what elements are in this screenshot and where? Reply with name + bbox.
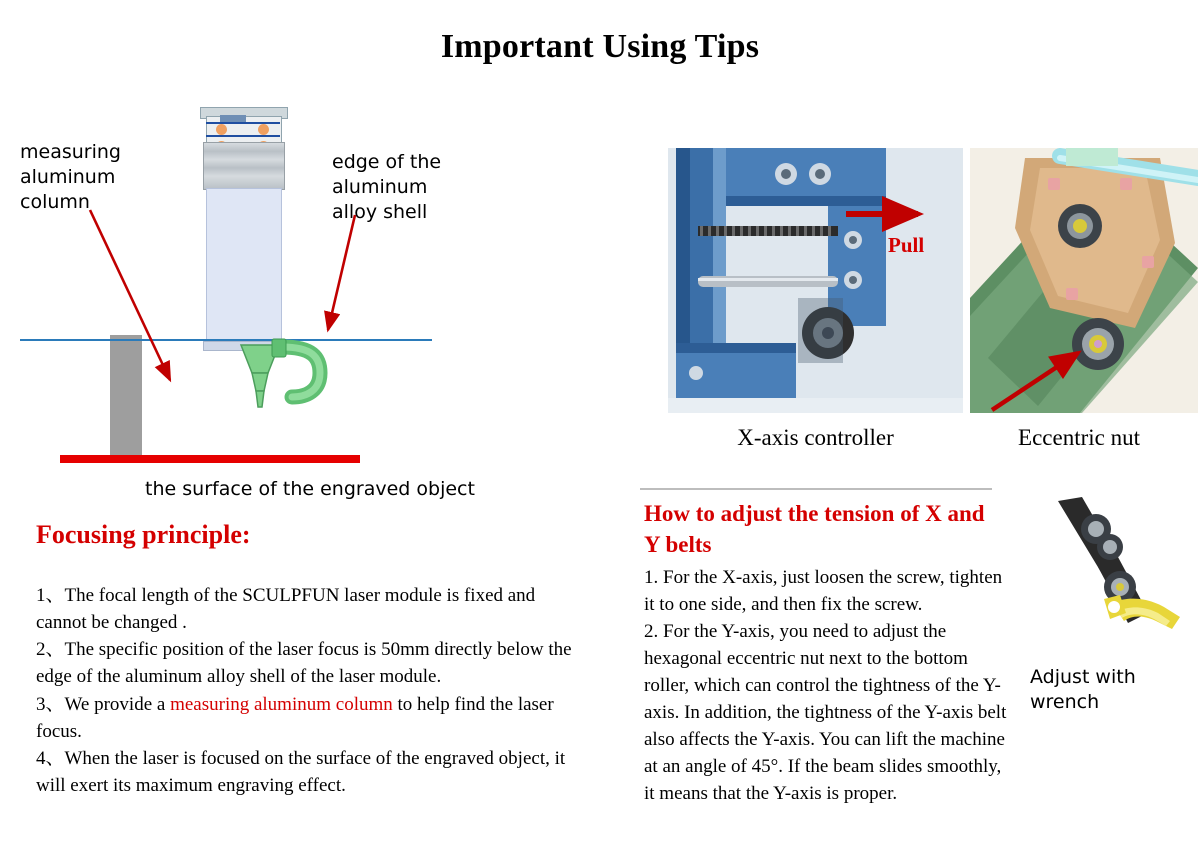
focusing-principle-body bbox=[36, 582, 581, 799]
tension-paragraph-1: 1. For the X-axis, just loosen the screw, tighten it to one side, and then fix the screw. bbox=[644, 567, 1003, 615]
eccentric-nut-label: Eccentric nut bbox=[1018, 425, 1140, 450]
eccentric-nut-photo-art bbox=[970, 148, 1198, 413]
callout-shell-edge: edge of the aluminum alloy shell bbox=[332, 151, 442, 224]
x-axis-photo-art bbox=[668, 148, 963, 413]
tension-heading: How to adjust the tension of X and Y belts bbox=[644, 501, 985, 558]
x-axis-controller-label: X-axis controller bbox=[737, 425, 894, 450]
photo-eccentric-nut bbox=[970, 148, 1198, 413]
wrench-photo-art bbox=[1040, 495, 1190, 665]
tension-paragraph-2: 2. For the Y-axis, you need to adjust the hexagonal eccentric nut next to the bottom roller, which can control the tightness of the Y-axis. In addition, the tightness of the Y-axis belt also affects the Y-axis. You can lift the machine at an angle of 45°. If the beam slides smoothly, it means that the Y-axis is proper. bbox=[644, 620, 1007, 804]
photo-wrench-adjust bbox=[1040, 495, 1190, 665]
section-divider bbox=[640, 488, 992, 490]
callout-measuring-column: measuring aluminum column bbox=[20, 141, 121, 214]
focusing-item-1: 1、The focal length of the SCULPFUN laser module is fixed and cannot be changed . bbox=[36, 585, 536, 634]
focusing-diagram bbox=[20, 95, 600, 495]
focusing-item-3 bbox=[36, 691, 581, 745]
focusing-item-3-highlight: measuring aluminum column bbox=[170, 693, 393, 715]
wrench-caption: Adjust with wrench bbox=[1030, 666, 1136, 713]
focusing-item-4: 4、When the laser is focused on the surface of the engraved object, it will exert its maximum engraving effect. bbox=[36, 747, 566, 797]
focusing-item-2: 2、The specific position of the laser focus is 50mm directly below the edge of the aluminum alloy shell of the laser module. bbox=[36, 639, 572, 688]
page-title: Important Using Tips bbox=[440, 28, 760, 65]
diagram-caption: the surface of the engraved object bbox=[145, 478, 475, 500]
photo-x-axis-controller bbox=[668, 148, 963, 413]
focusing-item-3-post: to help find the laser focus. bbox=[36, 693, 554, 742]
pull-label: Pull bbox=[888, 233, 925, 257]
tension-body bbox=[644, 565, 1016, 808]
focusing-item-3-pre: 3、We provide a bbox=[36, 693, 171, 715]
focusing-principle-heading: Focusing principle: bbox=[36, 520, 251, 549]
